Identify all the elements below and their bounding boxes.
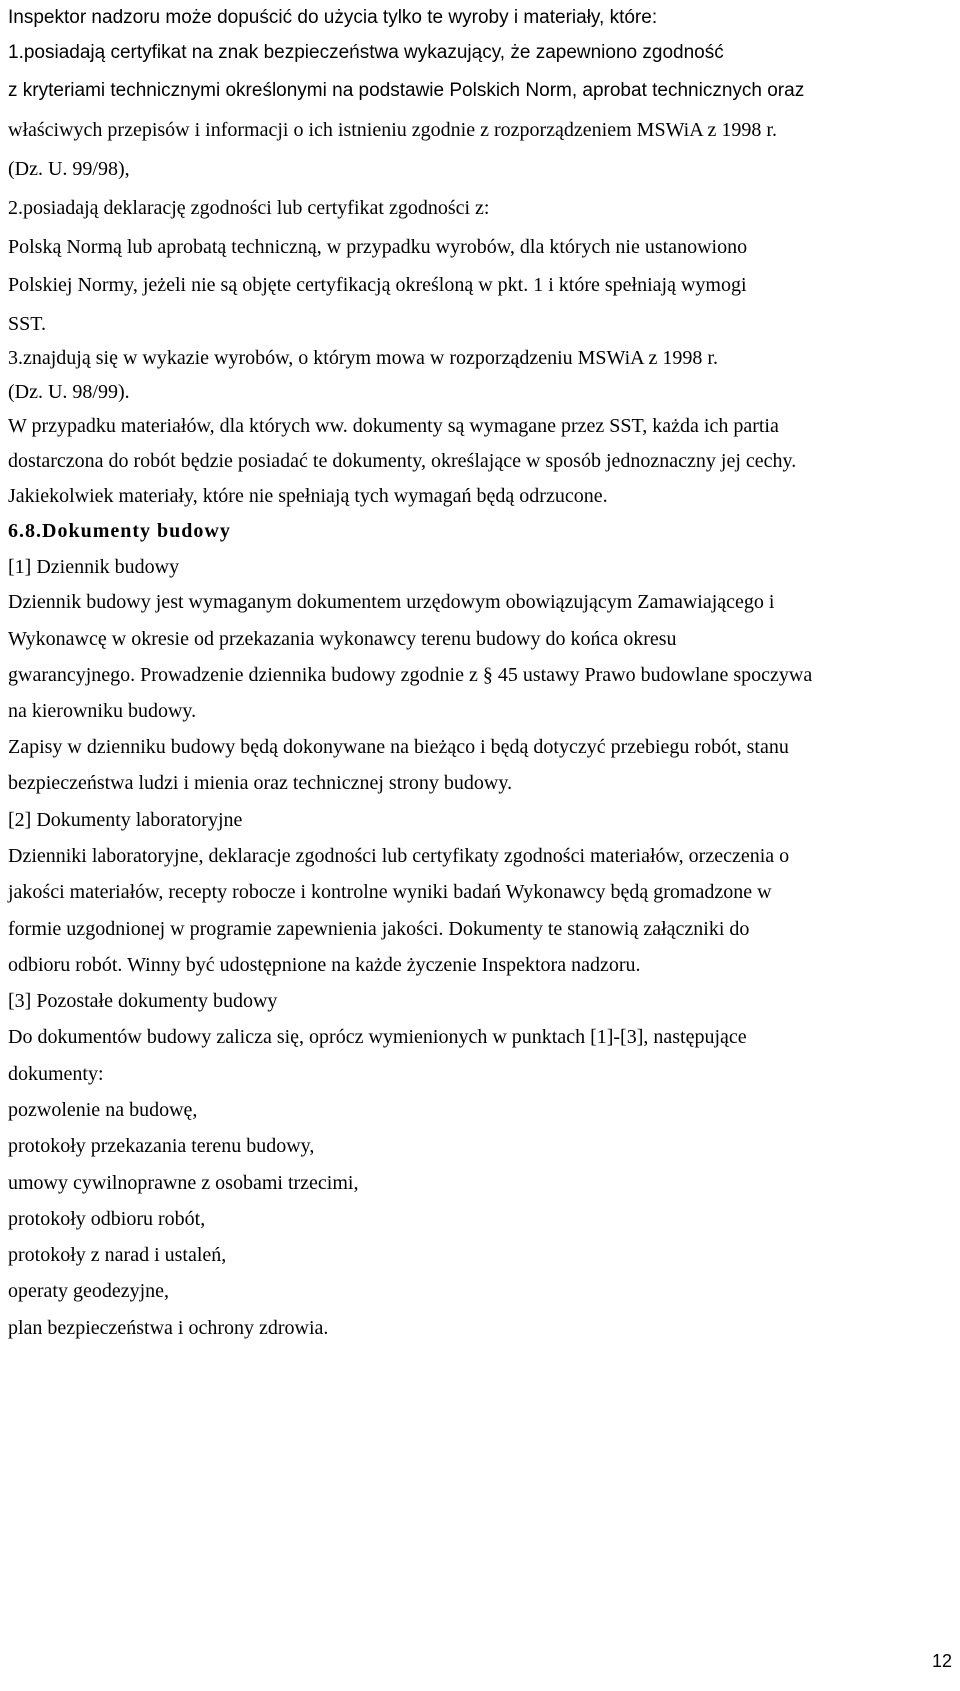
text-line: Jakiekolwiek materiały, które nie spełniają tych wymagań będą odrzucone. [8, 485, 608, 507]
text-line: Zapisy w dzienniku budowy będą dokonywane na bieżąco i będą dotyczyć przebiegu robót, stanu [8, 736, 789, 758]
text-line: Dzienniki laboratoryjne, deklaracje zgodności lub certyfikaty zgodności materiałów, orzeczenia o [8, 845, 790, 867]
text-line: W przypadku materiałów, dla których ww. dokumenty są wymagane przez SST, każda ich partia [8, 415, 779, 437]
list-item: umowy cywilnoprawne z osobami trzecimi, [8, 1172, 359, 1194]
text-line: bezpieczeństwa ludzi i mienia oraz technicznej strony budowy. [8, 772, 513, 794]
text-line: Inspektor nadzoru może dopuścić do użycia tylko te wyroby i materiały, które: [8, 7, 658, 28]
text-line: na kierowniku budowy. [8, 700, 197, 722]
text-line: gwarancyjnego. Prowadzenie dziennika budowy zgodnie z § 45 ustawy Prawo budowlane spoczywa [8, 664, 813, 686]
subsection-heading: [2] Dokumenty laboratoryjne [8, 809, 243, 831]
text-line: Polską Normą lub aprobatą techniczną, w przypadku wyrobów, dla których nie ustanowiono [8, 236, 748, 258]
section-heading: 6.8.Dokumenty budowy [8, 520, 231, 542]
list-item: protokoły przekazania terenu budowy, [8, 1135, 315, 1157]
text-line: formie uzgodnionej w programie zapewnienia jakości. Dokumenty te stanowią załączniki do [8, 918, 750, 940]
page-number: 12 [931, 1651, 952, 1671]
text-line: właściwych przepisów i informacji o ich istnieniu zgodnie z rozporządzeniem MSWiA z 1998 r. [8, 119, 777, 141]
list-item-3: 3.znajdują się w wykazie wyrobów, o którym mowa w rozporządzeniu MSWiA z 1998 r. [8, 347, 718, 369]
text-line: (Dz. U. 99/98), [8, 158, 130, 180]
text-line: jakości materiałów, recepty robocze i kontrolne wyniki badań Wykonawcy będą gromadzone w [8, 881, 772, 903]
text-line: Wykonawcę w okresie od przekazania wykonawcy terenu budowy do końca okresu [8, 628, 677, 650]
text-line: odbioru robót. Winny być udostępnione na każde życzenie Inspektora nadzoru. [8, 954, 641, 976]
subsection-heading: [1] Dziennik budowy [8, 556, 180, 578]
list-item: protokoły z narad i ustaleń, [8, 1244, 227, 1266]
list-item-2: 2.posiadają deklarację zgodności lub certyfikat zgodności z: [8, 197, 490, 219]
text-line: SST. [8, 313, 46, 335]
text-line: z kryteriami technicznymi określonymi na podstawie Polskich Norm, aprobat technicznych oraz [8, 80, 805, 101]
list-item-1: 1.posiadają certyfikat na znak bezpieczeństwa wykazujący, że zapewniono zgodność [8, 42, 724, 63]
text-line: Dziennik budowy jest wymaganym dokumentem urzędowym obowiązującym Zamawiającego i [8, 591, 775, 613]
text-line: Do dokumentów budowy zalicza się, oprócz wymienionych w punktach [1]-[3], następujące [8, 1026, 747, 1048]
text-line: dostarczona do robót będzie posiadać te dokumenty, określające w sposób jednoznaczny jej cechy. [8, 450, 797, 472]
list-item: protokoły odbioru robót, [8, 1208, 206, 1230]
text-line: Polskiej Normy, jeżeli nie są objęte certyfikacją określoną w pkt. 1 i które spełniają wymogi [8, 274, 747, 296]
text-line: dokumenty: [8, 1063, 104, 1085]
list-item: operaty geodezyjne, [8, 1280, 170, 1302]
subsection-heading: [3] Pozostałe dokumenty budowy [8, 990, 278, 1012]
text-line: (Dz. U. 98/99). [8, 381, 130, 403]
list-item: plan bezpieczeństwa i ochrony zdrowia. [8, 1317, 329, 1339]
list-item: pozwolenie na budowę, [8, 1099, 198, 1121]
